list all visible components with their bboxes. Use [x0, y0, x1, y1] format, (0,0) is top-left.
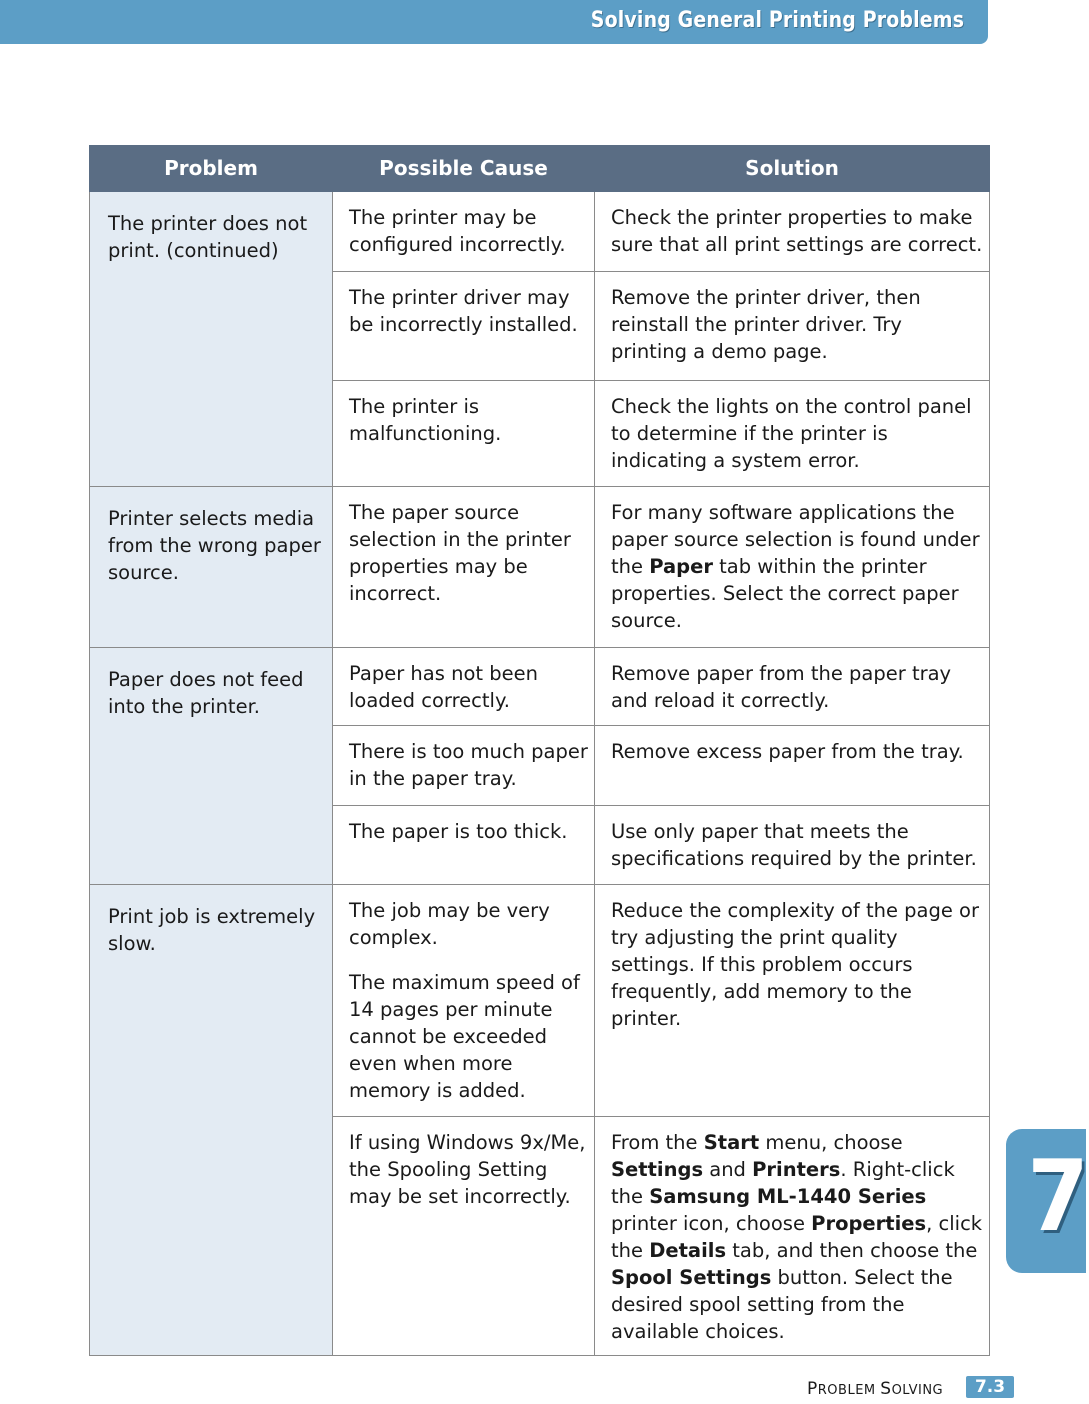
- column-header-cause: Possible Cause: [333, 146, 595, 192]
- solution-text: tab, and then choose the: [726, 1239, 978, 1262]
- solution-text: , click the: [611, 1212, 983, 1262]
- solution-bold-text: Settings: [611, 1158, 704, 1181]
- solution-text: . Right-click the: [611, 1158, 955, 1208]
- solution-cell: Use only paper that meets the specifications required by the printer.: [595, 806, 990, 885]
- table-row: [90, 487, 990, 648]
- problem-cell: Printer selects media from the wrong paper source.: [90, 487, 333, 648]
- table-header-row: [90, 146, 990, 192]
- problem-cell: Print job is extremely slow.: [90, 885, 333, 1356]
- solution-cell: [595, 1117, 990, 1356]
- cause-cell: The paper source selection in the printer properties may be incorrect.: [333, 487, 595, 648]
- column-header-solution: Solution: [595, 146, 990, 192]
- solution-cell: [595, 487, 990, 648]
- solution-bold-text: Paper: [649, 555, 713, 578]
- table-row: [90, 885, 990, 1117]
- solution-text: button. Select the desired spool setting from the available choices.: [611, 1266, 953, 1343]
- solution-cell: Reduce the complexity of the page or try adjusting the print quality settings. If this problem occurs frequently, add memory to the printer.: [595, 885, 990, 1117]
- cause-cell: The paper is too thick.: [333, 806, 595, 885]
- solution-bold-text: Spool Settings: [611, 1266, 772, 1289]
- cause-cell: The printer is malfunctioning.: [333, 381, 595, 487]
- solution-bold-text: Printers: [752, 1158, 841, 1181]
- solution-text: From the: [611, 1131, 704, 1154]
- cause-cell: If using Windows 9x/Me, the Spooling Setting may be set incorrectly.: [333, 1117, 595, 1356]
- cause-cell: [333, 885, 595, 1117]
- column-header-problem: Problem: [90, 146, 333, 192]
- cause-cell: The printer may be configured incorrectly.: [333, 192, 595, 272]
- cause-note-text: The maximum speed of 14 pages per minute cannot be exceeded even when more memory is added.: [349, 971, 580, 1102]
- solution-text: printer icon, choose: [611, 1212, 812, 1235]
- solution-bold-text: Samsung ML-1440 Series: [649, 1185, 927, 1208]
- header-bar: [0, 0, 988, 44]
- solution-cell: Remove the printer driver, then reinstall the printer driver. Try printing a demo page.: [595, 272, 990, 381]
- footer-section-label: PROBLEM SOLVING: [807, 1379, 944, 1399]
- solution-text: tab within the printer properties. Select the correct paper source.: [611, 555, 959, 632]
- troubleshooting-table: [89, 145, 990, 1356]
- cause-cell: There is too much paper in the paper tray.: [333, 726, 595, 806]
- table-row: [90, 192, 990, 272]
- problem-cell: Paper does not feed into the printer.: [90, 648, 333, 885]
- solution-text: menu, choose: [759, 1131, 903, 1154]
- table-row: [90, 648, 990, 726]
- solution-cell: Remove excess paper from the tray.: [595, 726, 990, 806]
- solution-cell: Check the lights on the control panel to determine if the printer is indicating a system error.: [595, 381, 990, 487]
- solution-text: For many software applications the paper source selection is found under the: [611, 501, 980, 578]
- cause-cell: The printer driver may be incorrectly installed.: [333, 272, 595, 381]
- page-number: 7.3: [966, 1376, 1014, 1398]
- page-title: Solving General Printing Problems: [590, 8, 964, 33]
- solution-bold-text: Start: [703, 1131, 760, 1154]
- solution-cell: Remove paper from the paper tray and reload it correctly.: [595, 648, 990, 726]
- solution-bold-text: Properties: [811, 1212, 927, 1235]
- solution-bold-text: Details: [649, 1239, 727, 1262]
- solution-text: and: [703, 1158, 753, 1181]
- solution-cell: Check the printer properties to make sure that all print settings are correct.: [595, 192, 990, 272]
- chapter-number: 7: [1027, 1140, 1089, 1254]
- cause-cell: Paper has not been loaded correctly.: [333, 648, 595, 726]
- cause-text: The job may be very complex.: [349, 899, 550, 949]
- problem-cell: The printer does not print. (continued): [90, 192, 333, 487]
